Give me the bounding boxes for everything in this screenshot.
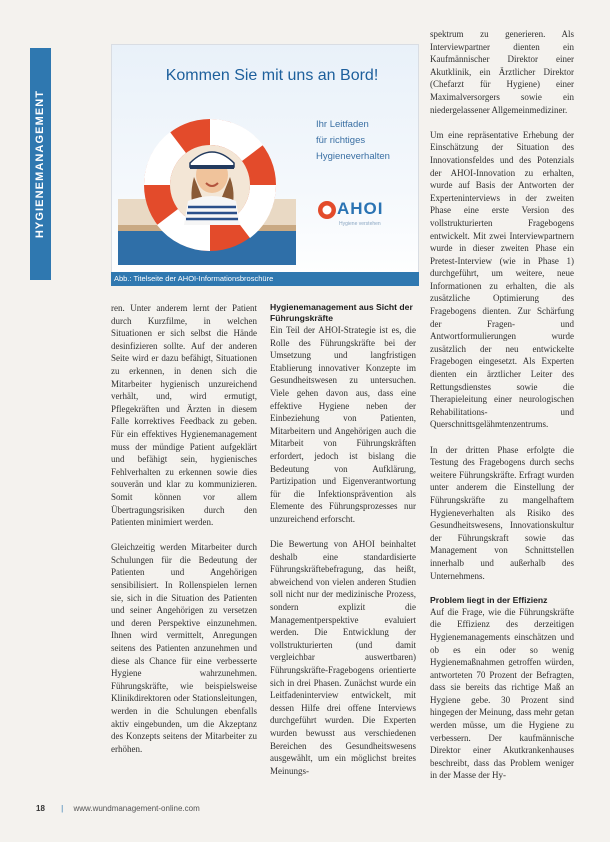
footer-website-link[interactable]: www.wundmanagement-online.com — [73, 804, 200, 813]
paragraph: Gleichzeitig werden Mitarbeiter durch Schulungen für die Bedeutung der Patienten und Angehörigen sensibilisiert. In Rollenspielen lernen sie, sich in die Situation des Patienten und seiner Angehörigen zu versetzen und deren Perspektive einzunehmen. Ihnen wird vermittelt, Anregungen seitens des Patienten anzunehmen und diese als Chance für eine verbesserte Hygiene wahrzunehmen. Führungskräfte, wie beispielsweise Klinikdirektoren oder Stationsleitungen, werden in die Schulungen ebenfalls aktiv eingebunden, um die Akzeptanz des Konzepts seitens der Mitarbeiter zu erhöhen. — [111, 542, 257, 754]
paragraph: Ein Teil der AHOI-Strategie ist es, die Rolle des Führungskräfte bei der Umsetzung und langfristigen Etablierung innovativer Konzepte im Gesundheitswesen zu untersuchen. Viele gehen davon aus, dass eine effektive Hygiene neben der Einbeziehung von Patienten, Mitarbeitern und Angehörigen auch die Mitarbeit von Führungskräften erfordert, jedoch ist bislang die Bedeutung von Aufklärung, Partizipation und Eigenverantwortung für die Infektionsprävention als Elemente des Führungsprozesses nur unzureichend erforscht. — [270, 325, 416, 524]
paragraph: ren. Unter anderem lernt der Patient durch Kurzfilme, in welchen Situationen er sich selbst die Hände desinfizieren sollte. Auf der anderen Seite wird er dazu befähigt, Situationen zu erkennen, in denen sich die Mitarbeiter hygienisch unzureichend verhält, und, wird ermutigt, Pflegekräften und Ärzten in diesem Falle korrektives Feedback zu geben. Für ein effektives Hygienemanagement muss der mündige Patient aufgeklärt und befähigt sein, hygienisches Fehlverhalten zu erkennen sowie dies souverän und klar zu kommunizieren. Somit können vor allem Übertragungsrisiken durch den Patienten minimiert werden. — [111, 303, 257, 528]
paragraph: In der dritten Phase erfolgte die Testung des Fragebogens durch sechs weitere Führungskräfte. Erfragt wurden unter anderem die Einstellung der Führungskräfte zu mangelhaftem Hygieneverhalten als Risiko des Gesundheitswesens, Innovationskultur der Führungskraft sowie das Management von Schnittstellen innerhalb und außerhalb des Unternehmens. — [430, 444, 574, 581]
figure-heading: Kommen Sie mit uns an Bord! — [165, 67, 379, 84]
figure-caption: Abb.: Titelseite der AHOI-Informationsbroschüre — [111, 272, 419, 286]
paragraph: Die Bewertung von AHOI beinhaltet deshalb eine standardisierte Führungskräftebefragung, das heißt, abweichend von vielen anderen Studien soll nicht nur der medizinische Prozess, sondern explizit die Managementperspektive evaluiert werden. Die Entwicklung der vollstrukturierten (und damit vergleichbar auswertbaren) Führungskräfte-Fragebogens orientierte sich in drei Phasen. Zunächst wurde ein Leitfadeninterview entwickelt, mit dessen Hilfe drei offene Interviews durchgeführt wurden. Die Experten wurden bewusst aus verschiedenen Bereichen des Gesundheitswesens ausgewählt, um ein möglichst breites Meinungs- — [270, 539, 416, 776]
ahoi-logo — [317, 197, 415, 237]
guide-line: Hygieneverhalten — [316, 151, 390, 162]
logo-subtext: Hygiene verstehen — [339, 221, 381, 227]
section-heading: Hygienemanagement aus Sicht der Führungskräfte — [270, 302, 413, 323]
logo-wordmark: AHOI — [337, 199, 384, 218]
paragraph: Um eine repräsentative Erhebung der Einschätzung der Situation des Innovationsfeldes und des Potenzials der AHOI-Innovation zu erhalten, wurde auf Basis der Antworten der Experteninterviews in der zweiten Phase eine erste Version des vollstrukturierten Fragebogens entwickelt. Mit zwei Interviewpartnern wurde in dieser zweiten Phase ein Pretest-Interview (wie in Phase 1) durchgeführt, um weitere, neue Informationen zu erhalten, die als zusätzliche Optimierung des Fragebogens dienten. Zur Schärfung der Fragen- und Antwortformulierungen wurde zusätzlich der neu entwickelte Fragebogen eingesetzt. Als Experten dienten ein ärztlicher Leiter des Rettungsdienstes sowie die Therapieleitung einer neurologischen Rehabilitations- und Querschnittsgelähmtenzentrums. — [430, 129, 574, 430]
text-column-2 — [270, 302, 416, 792]
guide-text — [316, 117, 416, 165]
page-number: 18 — [36, 804, 45, 813]
hat-band — [190, 165, 234, 169]
guide-line: für richtiges — [316, 135, 366, 146]
section-heading: Problem liegt in der Effizienz — [430, 594, 548, 605]
lifebuoy-illustration — [118, 101, 296, 265]
brochure-figure — [111, 44, 419, 284]
text-column-1 — [111, 302, 257, 792]
text-column-3 — [430, 28, 574, 798]
section-label: HYGIENEMANAGEMENT — [34, 89, 47, 239]
logo-mark-icon — [317, 199, 337, 221]
shirt — [184, 196, 240, 225]
page-footer — [36, 804, 200, 813]
paragraph: Auf die Frage, wie die Führungskräfte die Effizienz des derzeitigen Hygienemanagements einschätzen und ob es ein oder so wenig Hygienemaßnahmen getroffen würden, antworteten 70 Prozent der Befragten, dass sie bereits das richtige Maß an Hygiene gebe. 30 Prozent sind hingegen der Meinung, dass mehr getan werden müsse, um die Hygiene zu verbessern. Der kaufmännische Direktor einer Akutkrankenhauses beschreibt, dass das Problem weniger in der Masse der Hy- — [430, 606, 574, 781]
paragraph: spektrum zu generieren. Als Interviewpartner dienten ein Kaufmännischer Direktor einer Akutklinik, ein Ärztlicher Direktor (Chefarzt für Hygiene) einer Maximalversorgers sowie ein niedergelassener Allgemeinmediziner. — [430, 29, 574, 115]
guide-line: Ihr Leitfaden — [316, 119, 369, 130]
section-sidebar — [30, 48, 51, 280]
footer-separator: | — [61, 804, 64, 813]
